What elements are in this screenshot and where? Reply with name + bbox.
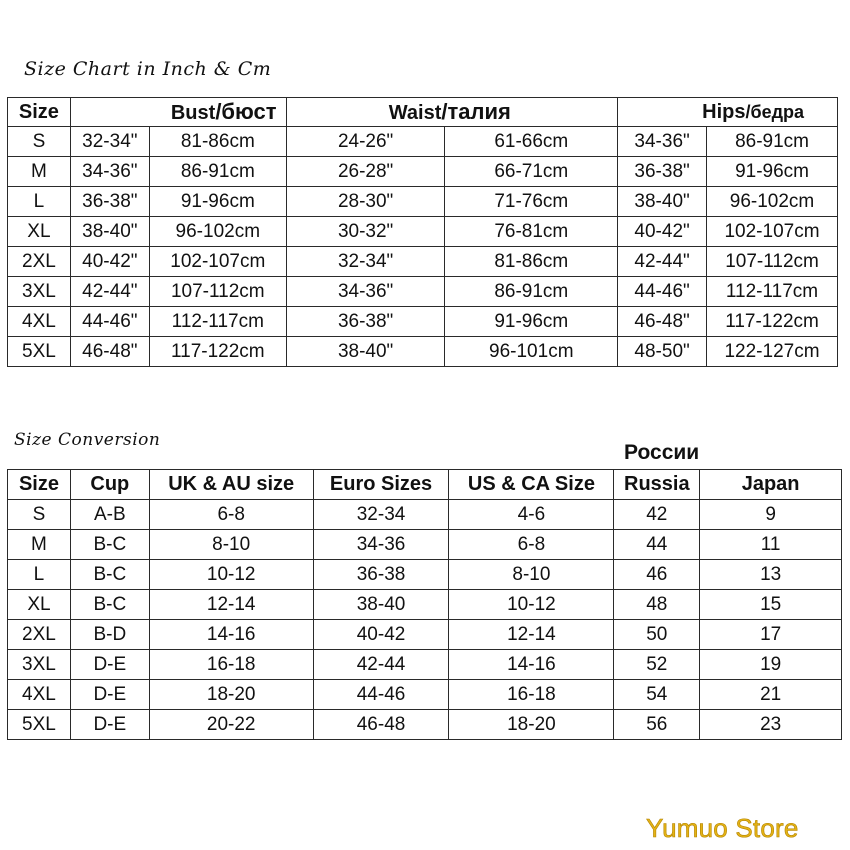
cell-hips-cm: 102-107cm [707,217,838,247]
cell-waist-in: 26-28" [286,157,445,187]
cell-waist-cm: 81-86cm [445,247,618,277]
waist-header [286,98,617,127]
cell-hips-in: 44-46" [618,277,707,307]
cell-waist-cm: 76-81cm [445,217,618,247]
cell-waist-cm: 86-91cm [445,277,618,307]
table-row [8,277,838,307]
uk-au-header: UK & AU size [149,470,313,500]
cell-cup: D-E [70,650,149,680]
cell-waist-in: 32-34" [286,247,445,277]
hips-header-ru: /бедра [745,101,805,122]
cell-euro: 44-46 [313,680,449,710]
euro-header: Euro Sizes [313,470,449,500]
cell-hips-in: 42-44" [618,247,707,277]
cell-size: M [8,157,71,187]
us-ca-header: US & CA Size [449,470,614,500]
cell-waist-in: 30-32" [286,217,445,247]
cell-size: 5XL [8,710,71,740]
table-row [8,127,838,157]
table-row [8,157,838,187]
cell-cup: D-E [70,680,149,710]
cell-bust-cm: 91-96cm [149,187,286,217]
cell-size: L [8,560,71,590]
cell-bust-cm: 112-117cm [149,307,286,337]
cell-us-ca: 6-8 [449,530,614,560]
cell-size: S [8,127,71,157]
cell-hips-in: 34-36" [618,127,707,157]
cell-waist-in: 28-30" [286,187,445,217]
cell-uk-au: 10-12 [149,560,313,590]
size-chart-title: Size Chart in Inch & Cm [24,58,272,80]
cell-uk-au: 6-8 [149,500,313,530]
cell-russia: 52 [614,650,700,680]
table-row [8,307,838,337]
cup-header: Cup [70,470,149,500]
cell-russia: 42 [614,500,700,530]
cell-bust-in: 38-40" [70,217,149,247]
cell-euro: 46-48 [313,710,449,740]
russia-caption: России [624,441,700,464]
waist-header-ru: /талия [441,99,511,124]
cell-hips-in: 46-48" [618,307,707,337]
cell-bust-in: 42-44" [70,277,149,307]
cell-japan: 23 [700,710,842,740]
cell-cup: D-E [70,710,149,740]
table-row [8,620,842,650]
cell-cup: B-D [70,620,149,650]
cell-waist-cm: 66-71cm [445,157,618,187]
cell-us-ca: 14-16 [449,650,614,680]
cell-size: 4XL [8,307,71,337]
cell-hips-in: 36-38" [618,157,707,187]
cell-waist-in: 34-36" [286,277,445,307]
size-header: Size [8,470,71,500]
cell-size: 2XL [8,247,71,277]
cell-uk-au: 12-14 [149,590,313,620]
cell-size: 3XL [8,277,71,307]
cell-russia: 44 [614,530,700,560]
table-row [8,530,842,560]
table-row [8,710,842,740]
cell-russia: 46 [614,560,700,590]
cell-size: M [8,530,71,560]
cell-bust-in: 46-48" [70,337,149,367]
cell-size: 2XL [8,620,71,650]
cell-japan: 11 [700,530,842,560]
cell-euro: 32-34 [313,500,449,530]
cell-hips-in: 40-42" [618,217,707,247]
table-row [8,560,842,590]
cell-japan: 21 [700,680,842,710]
cell-bust-cm: 102-107cm [149,247,286,277]
cell-bust-cm: 117-122cm [149,337,286,367]
cell-us-ca: 10-12 [449,590,614,620]
waist-header-en: Waist [388,102,442,124]
size-conversion-header-row [8,470,842,500]
cell-cup: B-C [70,530,149,560]
cell-us-ca: 18-20 [449,710,614,740]
size-conversion-table [7,469,842,740]
cell-size: L [8,187,71,217]
cell-waist-cm: 71-76cm [445,187,618,217]
cell-russia: 56 [614,710,700,740]
cell-size: S [8,500,71,530]
table-row [8,650,842,680]
hips-header-en: Hips [702,100,746,123]
cell-cup: A-B [70,500,149,530]
store-watermark: Yumuo Store [646,813,799,843]
table-row [8,187,838,217]
cell-bust-in: 40-42" [70,247,149,277]
cell-uk-au: 16-18 [149,650,313,680]
cell-japan: 13 [700,560,842,590]
cell-waist-cm: 96-101cm [445,337,618,367]
cell-us-ca: 4-6 [449,500,614,530]
size-chart-table [7,97,838,367]
bust-header [70,98,286,127]
cell-waist-cm: 91-96cm [445,307,618,337]
cell-euro: 42-44 [313,650,449,680]
cell-russia: 48 [614,590,700,620]
cell-bust-in: 32-34" [70,127,149,157]
cell-us-ca: 12-14 [449,620,614,650]
size-chart-header-row [8,98,838,127]
cell-japan: 15 [700,590,842,620]
cell-size: 5XL [8,337,71,367]
cell-us-ca: 8-10 [449,560,614,590]
cell-hips-cm: 112-117cm [707,277,838,307]
table-row [8,680,842,710]
cell-hips-cm: 86-91cm [707,127,838,157]
cell-russia: 54 [614,680,700,710]
cell-uk-au: 14-16 [149,620,313,650]
bust-header-en: Bust [170,102,216,124]
cell-size: XL [8,217,71,247]
cell-bust-in: 36-38" [70,187,149,217]
cell-hips-cm: 107-112cm [707,247,838,277]
cell-euro: 36-38 [313,560,449,590]
table-row [8,590,842,620]
cell-hips-cm: 122-127cm [707,337,838,367]
size-header: Size [8,98,71,127]
cell-japan: 17 [700,620,842,650]
cell-uk-au: 20-22 [149,710,313,740]
cell-bust-cm: 96-102cm [149,217,286,247]
cell-euro: 40-42 [313,620,449,650]
cell-euro: 34-36 [313,530,449,560]
cell-us-ca: 16-18 [449,680,614,710]
cell-japan: 9 [700,500,842,530]
cell-hips-in: 38-40" [618,187,707,217]
cell-size: 4XL [8,680,71,710]
cell-waist-in: 24-26" [286,127,445,157]
cell-bust-cm: 107-112cm [149,277,286,307]
table-row [8,217,838,247]
cell-size: 3XL [8,650,71,680]
cell-japan: 19 [700,650,842,680]
cell-uk-au: 18-20 [149,680,313,710]
cell-russia: 50 [614,620,700,650]
cell-waist-in: 38-40" [286,337,445,367]
table-row [8,337,838,367]
cell-hips-cm: 91-96cm [707,157,838,187]
cell-waist-in: 36-38" [286,307,445,337]
table-row [8,247,838,277]
cell-bust-in: 34-36" [70,157,149,187]
cell-hips-in: 48-50" [618,337,707,367]
cell-hips-cm: 96-102cm [707,187,838,217]
hips-header [618,98,838,127]
cell-size: XL [8,590,71,620]
bust-header-ru: /бюст [215,99,277,124]
cell-cup: B-C [70,590,149,620]
japan-header: Japan [700,470,842,500]
cell-bust-cm: 86-91cm [149,157,286,187]
cell-waist-cm: 61-66cm [445,127,618,157]
table-row [8,500,842,530]
cell-hips-cm: 117-122cm [707,307,838,337]
russia-header: Russia [614,470,700,500]
cell-bust-cm: 81-86cm [149,127,286,157]
cell-uk-au: 8-10 [149,530,313,560]
cell-bust-in: 44-46" [70,307,149,337]
cell-euro: 38-40 [313,590,449,620]
cell-cup: B-C [70,560,149,590]
size-conversion-title: Size Conversion [14,430,161,450]
